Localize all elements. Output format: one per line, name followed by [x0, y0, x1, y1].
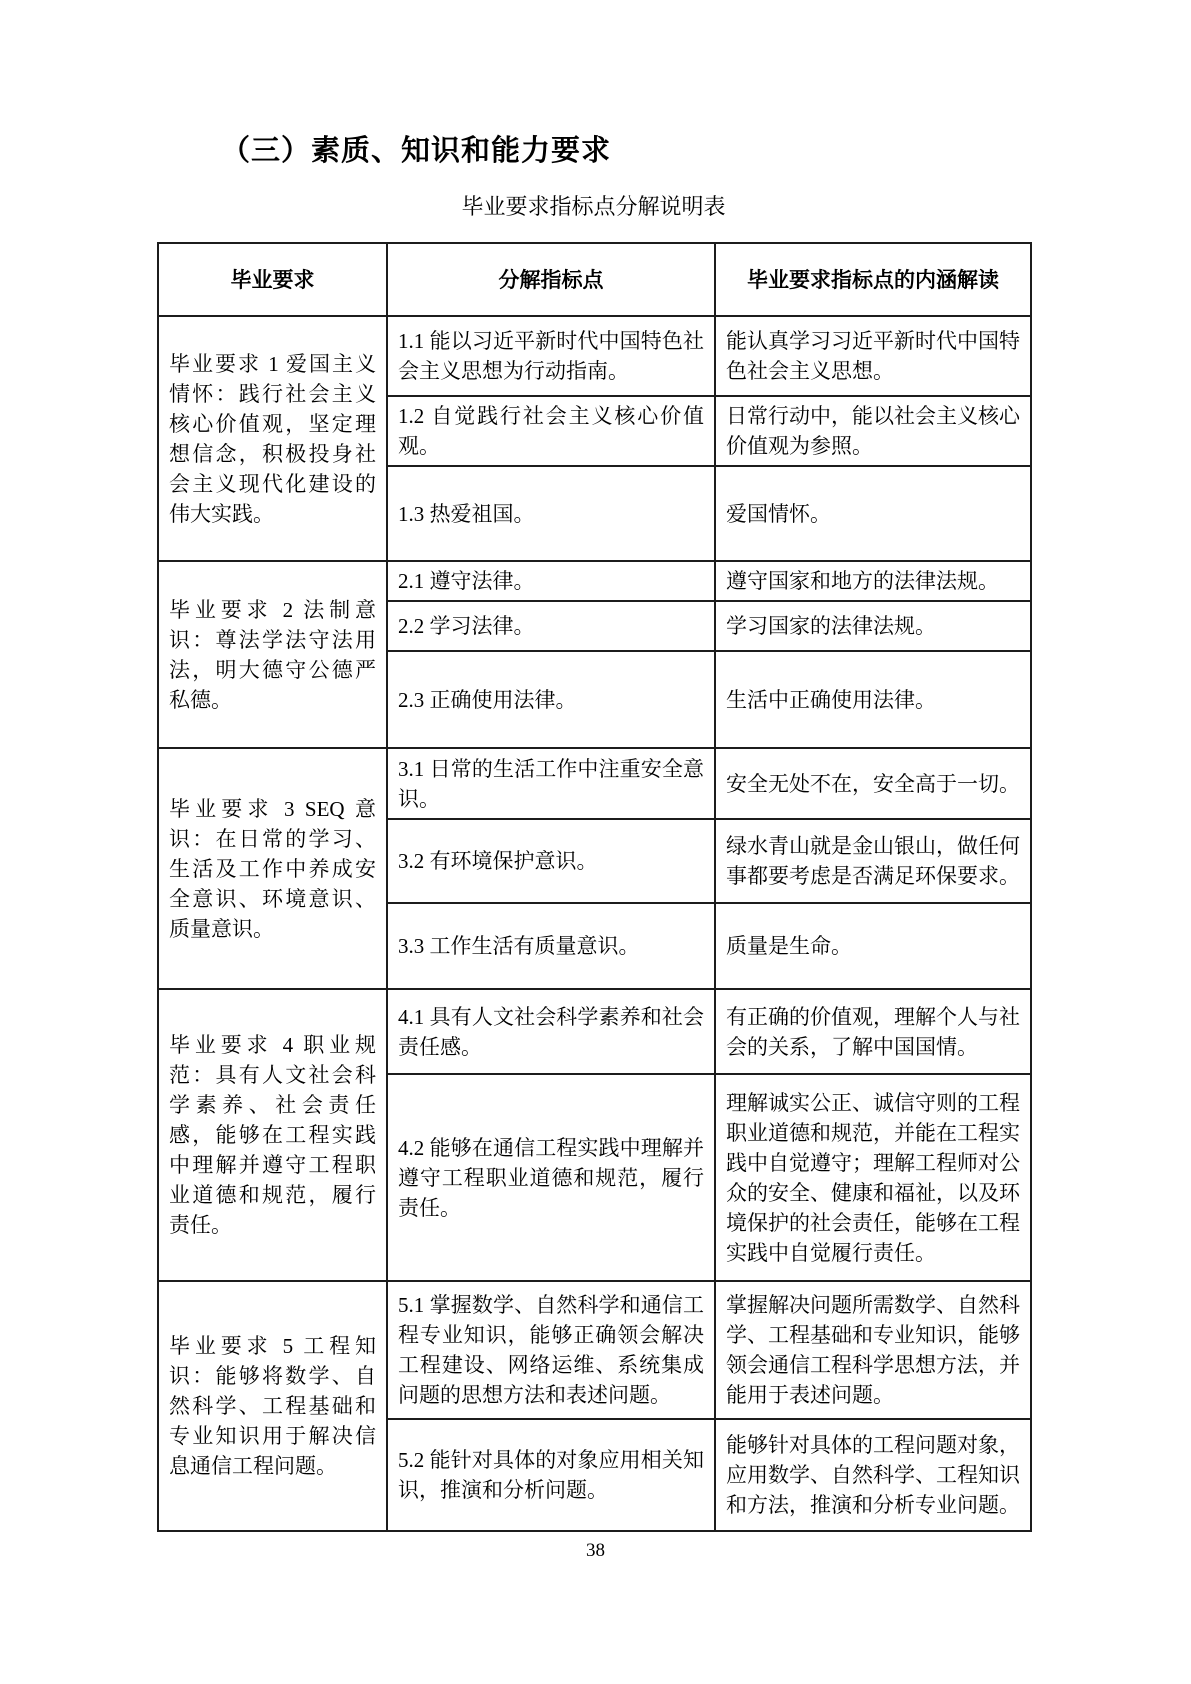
requirement-cell: 毕业要求 1 爱国主义情怀：践行社会主义核心价值观，坚定理想信念，积极投身社会主义现代化建设的伟大实践。 — [158, 316, 387, 561]
page-title: （三）素质、知识和能力要求 — [221, 135, 612, 167]
page-number: 38 — [586, 1540, 605, 1561]
interpretation-cell: 安全无处不在，安全高于一切。 — [715, 748, 1031, 819]
interpretation-cell: 掌握解决问题所需数学、自然科学、工程基础和专业知识，能够领会通信工程科学思想方法，并能用于表述问题。 — [715, 1281, 1031, 1419]
interpretation-cell: 生活中正确使用法律。 — [715, 651, 1031, 748]
interpretation-cell: 绿水青山就是金山银山，做任何事都要考虑是否满足环保要求。 — [715, 819, 1031, 903]
header-cell-indicator: 分解指标点 — [387, 243, 715, 316]
interpretation-cell: 爱国情怀。 — [715, 466, 1031, 561]
indicator-cell: 1.3 热爱祖国。 — [387, 466, 715, 561]
interpretation-cell: 有正确的价值观，理解个人与社会的关系，了解中国国情。 — [715, 989, 1031, 1074]
indicator-cell: 3.3 工作生活有质量意识。 — [387, 903, 715, 989]
indicator-cell: 2.2 学习法律。 — [387, 601, 715, 651]
graduation-requirements-table — [157, 242, 1032, 1532]
interpretation-cell: 能认真学习习近平新时代中国特色社会主义思想。 — [715, 316, 1031, 396]
table-caption: 毕业要求指标点分解说明表 — [461, 194, 726, 219]
header-cell-requirement: 毕业要求 — [158, 243, 387, 316]
requirement-cell: 毕业要求 5 工程知识：能够将数学、自然科学、工程基础和专业知识用于解决信息通信工程问题。 — [158, 1281, 387, 1531]
indicator-cell: 1.1 能以习近平新时代中国特色社会主义思想为行动指南。 — [387, 316, 715, 396]
interpretation-cell: 能够针对具体的工程问题对象，应用数学、自然科学、工程知识和方法，推演和分析专业问题。 — [715, 1419, 1031, 1531]
indicator-cell: 2.3 正确使用法律。 — [387, 651, 715, 748]
indicator-cell: 1.2 自觉践行社会主义核心价值观。 — [387, 396, 715, 466]
indicator-cell: 5.1 掌握数学、自然科学和通信工程专业知识，能够正确领会解决工程建设、网络运维、系统集成问题的思想方法和表述问题。 — [387, 1281, 715, 1419]
indicator-cell: 5.2 能针对具体的对象应用相关知识，推演和分析问题。 — [387, 1419, 715, 1531]
indicator-cell: 2.1 遵守法律。 — [387, 561, 715, 601]
interpretation-cell: 学习国家的法律法规。 — [715, 601, 1031, 651]
interpretation-cell: 日常行动中，能以社会主义核心价值观为参照。 — [715, 396, 1031, 466]
requirement-cell: 毕业要求 4 职业规范：具有人文社会科学素养、社会责任感，能够在工程实践中理解并遵守工程职业道德和规范，履行责任。 — [158, 989, 387, 1281]
interpretation-cell: 质量是生命。 — [715, 903, 1031, 989]
indicator-cell: 4.1 具有人文社会科学素养和社会责任感。 — [387, 989, 715, 1074]
header-cell-interpretation: 毕业要求指标点的内涵解读 — [715, 243, 1031, 316]
interpretation-cell: 理解诚实公正、诚信守则的工程职业道德和规范，并能在工程实践中自觉遵守；理解工程师对公众的安全、健康和福祉，以及环境保护的社会责任，能够在工程实践中自觉履行责任。 — [715, 1074, 1031, 1281]
indicator-cell: 4.2 能够在通信工程实践中理解并遵守工程职业道德和规范，履行责任。 — [387, 1074, 715, 1281]
interpretation-cell: 遵守国家和地方的法律法规。 — [715, 561, 1031, 601]
requirement-cell: 毕业要求 2 法制意识：尊法学法守法用法，明大德守公德严私德。 — [158, 561, 387, 748]
indicator-cell: 3.2 有环境保护意识。 — [387, 819, 715, 903]
indicator-cell: 3.1 日常的生活工作中注重安全意识。 — [387, 748, 715, 819]
requirement-cell: 毕业要求 3 SEQ 意识：在日常的学习、生活及工作中养成安全意识、环境意识、质量意识。 — [158, 748, 387, 989]
